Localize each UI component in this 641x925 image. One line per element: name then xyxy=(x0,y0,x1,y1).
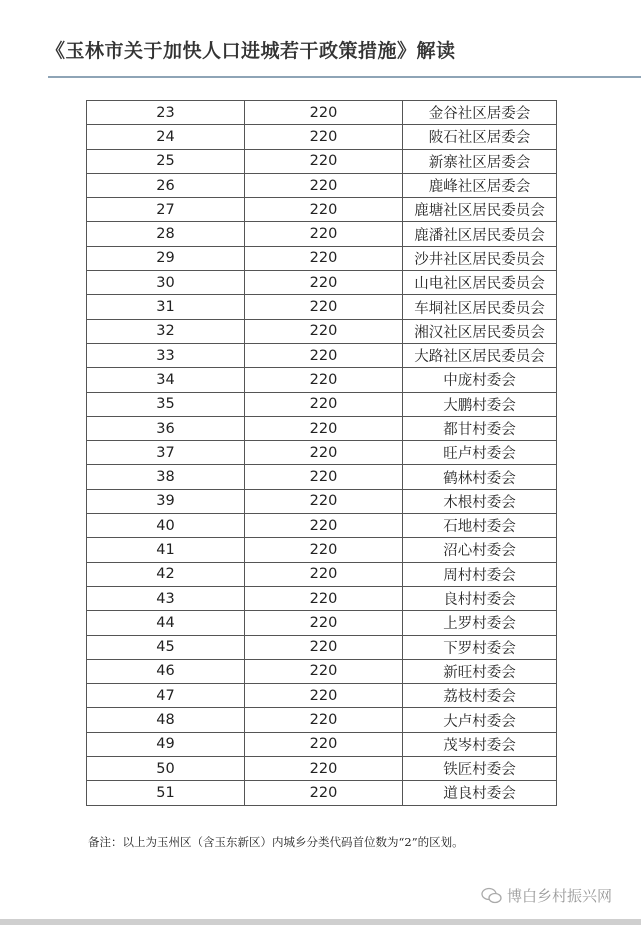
committee-name: 鹿峰社区居委会 xyxy=(403,173,557,197)
code: 220 xyxy=(245,611,403,635)
table-row xyxy=(87,514,557,538)
code: 220 xyxy=(245,684,403,708)
row-number: 49 xyxy=(87,732,245,756)
row-number: 28 xyxy=(87,222,245,246)
footnote: 备注：以上为玉州区（含玉东新区）内城乡分类代码首位数为“2”的区划。 xyxy=(88,835,464,849)
committee-name: 铁匠村委会 xyxy=(403,757,557,781)
code: 220 xyxy=(245,514,403,538)
code: 220 xyxy=(245,368,403,392)
code: 220 xyxy=(245,732,403,756)
row-number: 45 xyxy=(87,635,245,659)
committee-name: 下罗村委会 xyxy=(403,635,557,659)
row-number: 24 xyxy=(87,125,245,149)
row-number: 31 xyxy=(87,295,245,319)
code: 220 xyxy=(245,392,403,416)
committee-name: 中庞村委会 xyxy=(403,368,557,392)
committee-name: 金谷社区居委会 xyxy=(403,101,557,125)
committee-name: 陂石社区居委会 xyxy=(403,125,557,149)
table-row xyxy=(87,392,557,416)
row-number: 40 xyxy=(87,514,245,538)
table-row xyxy=(87,781,557,805)
table-row xyxy=(87,222,557,246)
table-row xyxy=(87,708,557,732)
table-row xyxy=(87,489,557,513)
row-number: 30 xyxy=(87,271,245,295)
table-row xyxy=(87,611,557,635)
committee-name: 石地村委会 xyxy=(403,514,557,538)
division-table xyxy=(86,100,557,806)
committee-name: 大路社区居民委员会 xyxy=(403,343,557,367)
row-number: 43 xyxy=(87,586,245,610)
committee-name: 道良村委会 xyxy=(403,781,557,805)
table-row xyxy=(87,538,557,562)
committee-name: 旺卢村委会 xyxy=(403,441,557,465)
code: 220 xyxy=(245,271,403,295)
code: 220 xyxy=(245,538,403,562)
committee-name: 木根村委会 xyxy=(403,489,557,513)
row-number: 50 xyxy=(87,757,245,781)
table-row xyxy=(87,562,557,586)
row-number: 41 xyxy=(87,538,245,562)
code: 220 xyxy=(245,659,403,683)
row-number: 46 xyxy=(87,659,245,683)
row-number: 25 xyxy=(87,149,245,173)
committee-name: 新旺村委会 xyxy=(403,659,557,683)
code: 220 xyxy=(245,465,403,489)
code: 220 xyxy=(245,173,403,197)
row-number: 36 xyxy=(87,416,245,440)
committee-name: 茂岑村委会 xyxy=(403,732,557,756)
committee-name: 大鹏村委会 xyxy=(403,392,557,416)
code: 220 xyxy=(245,757,403,781)
code: 220 xyxy=(245,295,403,319)
code: 220 xyxy=(245,125,403,149)
row-number: 29 xyxy=(87,246,245,270)
code: 220 xyxy=(245,562,403,586)
wechat-icon xyxy=(481,887,503,905)
row-number: 44 xyxy=(87,611,245,635)
row-number: 33 xyxy=(87,343,245,367)
table-row xyxy=(87,271,557,295)
table-row xyxy=(87,732,557,756)
table-row xyxy=(87,125,557,149)
table-row xyxy=(87,343,557,367)
code: 220 xyxy=(245,781,403,805)
table-row xyxy=(87,586,557,610)
committee-name: 车垌社区居民委员会 xyxy=(403,295,557,319)
table-row xyxy=(87,246,557,270)
table-row xyxy=(87,465,557,489)
code: 220 xyxy=(245,198,403,222)
table-row xyxy=(87,659,557,683)
row-number: 35 xyxy=(87,392,245,416)
committee-name: 鹿潘社区居民委员会 xyxy=(403,222,557,246)
table-row xyxy=(87,416,557,440)
header-divider xyxy=(48,76,641,78)
code: 220 xyxy=(245,489,403,513)
committee-name: 良村村委会 xyxy=(403,586,557,610)
committee-name: 沙井社区居民委员会 xyxy=(403,246,557,270)
committee-name: 周村村委会 xyxy=(403,562,557,586)
table-row xyxy=(87,173,557,197)
row-number: 42 xyxy=(87,562,245,586)
watermark xyxy=(481,885,612,906)
committee-name: 都甘村委会 xyxy=(403,416,557,440)
bottom-band xyxy=(0,919,641,925)
table-row xyxy=(87,684,557,708)
committee-name: 荔枝村委会 xyxy=(403,684,557,708)
watermark-text: 博白乡村振兴网 xyxy=(507,887,613,905)
code: 220 xyxy=(245,101,403,125)
committee-name: 上罗村委会 xyxy=(403,611,557,635)
code: 220 xyxy=(245,319,403,343)
code: 220 xyxy=(245,708,403,732)
committee-name: 山电社区居民委员会 xyxy=(403,271,557,295)
table-row xyxy=(87,149,557,173)
table-row xyxy=(87,101,557,125)
committee-name: 沼心村委会 xyxy=(403,538,557,562)
committee-name: 鹤林村委会 xyxy=(403,465,557,489)
table-row xyxy=(87,441,557,465)
code: 220 xyxy=(245,586,403,610)
table-row xyxy=(87,198,557,222)
row-number: 32 xyxy=(87,319,245,343)
code: 220 xyxy=(245,441,403,465)
code: 220 xyxy=(245,416,403,440)
table-row xyxy=(87,295,557,319)
code: 220 xyxy=(245,635,403,659)
row-number: 39 xyxy=(87,489,245,513)
table-row xyxy=(87,757,557,781)
page-title: 《玉林市关于加快人口进城若干政策措施》解读 xyxy=(46,40,456,62)
row-number: 23 xyxy=(87,101,245,125)
committee-name: 大卢村委会 xyxy=(403,708,557,732)
code: 220 xyxy=(245,246,403,270)
row-number: 38 xyxy=(87,465,245,489)
row-number: 34 xyxy=(87,368,245,392)
row-number: 37 xyxy=(87,441,245,465)
table-row xyxy=(87,635,557,659)
committee-name: 鹿塘社区居民委员会 xyxy=(403,198,557,222)
code: 220 xyxy=(245,149,403,173)
table-row xyxy=(87,319,557,343)
row-number: 48 xyxy=(87,708,245,732)
row-number: 27 xyxy=(87,198,245,222)
table-row xyxy=(87,368,557,392)
code: 220 xyxy=(245,222,403,246)
row-number: 51 xyxy=(87,781,245,805)
committee-name: 湘汉社区居民委员会 xyxy=(403,319,557,343)
row-number: 47 xyxy=(87,684,245,708)
committee-name: 新寨社区居委会 xyxy=(403,149,557,173)
code: 220 xyxy=(245,343,403,367)
row-number: 26 xyxy=(87,173,245,197)
